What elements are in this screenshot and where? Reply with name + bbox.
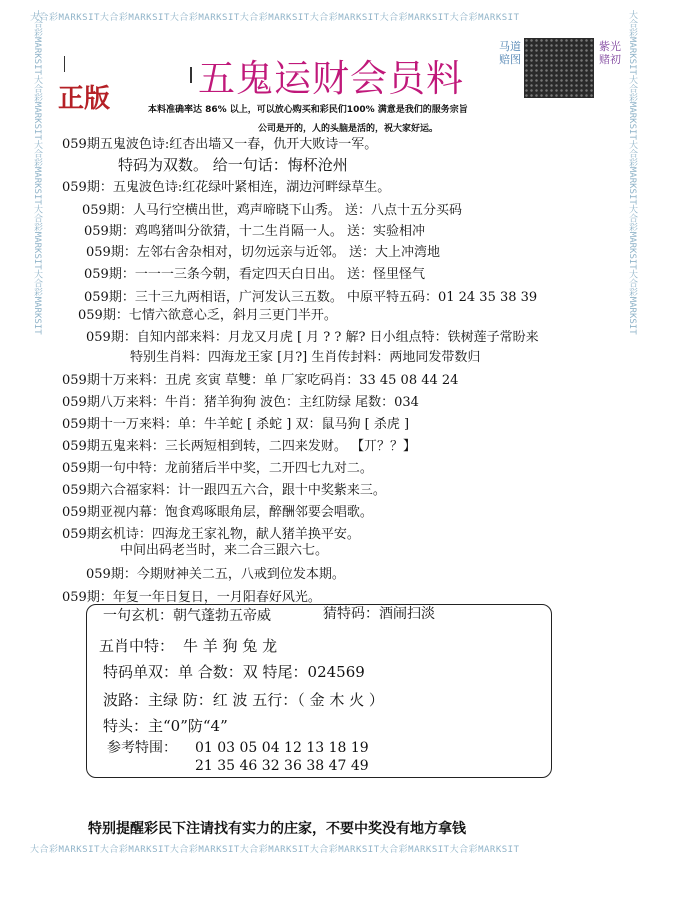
decorative-border-top: 大合彩MARKSIT大合彩MARKSIT大合彩MARKSIT大合彩MARKSIT大合彩MARKSIT大合彩MARKSIT大合彩MARKSIT <box>30 13 520 23</box>
oddeven-line: 特码单双：单 合数：双 特尾：024569 <box>103 663 365 681</box>
tip-line: 059期五鬼波色诗:红杏出墙又一春，仇开大败诗一军。 <box>62 137 378 152</box>
tip-line: 059期八万来料：牛肖：猪羊狗狗 波色：主红防绿 尾数：034 <box>62 395 419 410</box>
tip-line: 059期：左邻右舍杂相对，切勿远亲与近邻。 送：大上冲湾地 <box>86 245 440 260</box>
tip-line: 059期：三十三九两相语，广河发认三五数。 中原平特五码：01 24 35 38 39 <box>84 290 538 305</box>
tip-line: 059期：七情六欲意心乏，斜月三更门半开。 <box>78 308 337 323</box>
tip-line: 059期玄机诗：四海龙王家礼物，献人猪羊换平安。 <box>62 527 360 542</box>
zodiac-values: 牛 羊 狗 兔 龙 <box>183 637 278 655</box>
decorative-border-left: 大合彩MARKSIT大合彩MARKSIT大合彩MARKSIT大合彩MARKSIT大合彩MARKSIT <box>32 10 42 335</box>
tip-line: 059期六合福家料：计一跟四五六合，跟十中奖紫来三。 <box>62 483 386 498</box>
authentic-badge: 正版 <box>58 84 111 114</box>
tip-line: 特码为双数。 给一句话：悔杯沧州 <box>118 156 348 174</box>
tip-line: 特别生肖料：四海龙王家 [月?] 生肖传封料：两地同发带数归 <box>130 350 481 365</box>
tip-line: 059期十一万来料：单：牛羊蛇 [ 杀蛇 ] 双：鼠马狗 [ 杀虎 ] <box>62 417 410 432</box>
qr-code-image <box>524 38 594 98</box>
tip-line: 059期一句中特：龙前猪后半中奖，二开四七九对二。 <box>62 461 373 476</box>
tip-line: 中间出码老当时，来二合三跟六七。 <box>120 543 329 558</box>
tip-line: 059期：一一一三条今朝，看定四天白日出。 送：怪里怪气 <box>84 267 425 282</box>
text-cursor-mark <box>190 67 192 83</box>
decorative-border-right: 大合彩MARKSIT大合彩MARKSIT大合彩MARKSIT大合彩MARKSIT大合彩MARKSIT <box>627 10 637 335</box>
head-line: 特头：主“0”防“4” <box>103 717 228 735</box>
tip-line: 059期五鬼来料：三长两短相到转，二四来发财。 【丌？？】 <box>62 439 416 454</box>
stamp-right: 紫光赌初 <box>599 40 621 66</box>
notice-line-1: 本料准确率达 86% 以上，可以放心购买和彩民们100% 满意是我们的服务宗旨 <box>148 105 468 115</box>
tip-line: 059期：五鬼波色诗:红花绿叶紧相连，湖边河畔绿草生。 <box>62 180 391 195</box>
tip-line: 059期：自知内部来料：月龙又月虎 [ 月 ? ? 解? 日小组点特：铁树莲子常盼来 <box>86 330 539 345</box>
text-cursor-mark <box>64 56 65 72</box>
tip-line: 059期：今期财神关二五，八戒到位发本期。 <box>86 567 345 582</box>
riddle-line: 一句玄机：朝气蓬勃五帝威 <box>103 608 271 624</box>
page-title: 五鬼运财会员料 <box>198 57 464 100</box>
decorative-border-bottom: 大合彩MARKSIT大合彩MARKSIT大合彩MARKSIT大合彩MARKSIT大合彩MARKSIT大合彩MARKSIT大合彩MARKSIT <box>30 845 520 855</box>
guess-line: 猜特码：酒闹扫淡 <box>323 606 435 622</box>
tip-line: 059期亚视内幕：饱食鸡啄眼角层，醉酬邻要会唱歌。 <box>62 505 373 520</box>
tip-line: 059期：年复一年日复日，一月阳春好风光。 <box>62 590 321 605</box>
tip-line: 059期：鸡鸣猪叫分欲猜，十二生肖隔一人。 送：实验相冲 <box>84 224 425 239</box>
reference-row-2: 21 35 46 32 36 38 47 49 <box>195 758 369 774</box>
colors-line: 波路：主绿 防：红 波 五行：（ 金 木 火 ） <box>103 691 384 709</box>
summary-box <box>86 604 552 778</box>
stamp-left: 马道赔图 <box>499 40 521 66</box>
footer-warning: 特别提醒彩民下注请找有实力的庄家，不要中奖没有地方拿钱 <box>88 821 466 837</box>
reference-label: 参考特围： <box>107 740 177 756</box>
notice-line-2: 公司是开的，人的头脑是活的，祝大家好运。 <box>258 124 439 134</box>
tip-line: 059期：人马行空横出世，鸡声啼晓下山秀。 送：八点十五分买码 <box>82 203 462 218</box>
reference-row-1: 01 03 05 04 12 13 18 19 <box>195 740 369 756</box>
tip-line: 059期十万来料：丑虎 亥寅 草雙：单 厂家吃码肖：33 45 08 44 24 <box>62 373 459 388</box>
zodiac-label: 五肖中特： <box>99 637 175 655</box>
